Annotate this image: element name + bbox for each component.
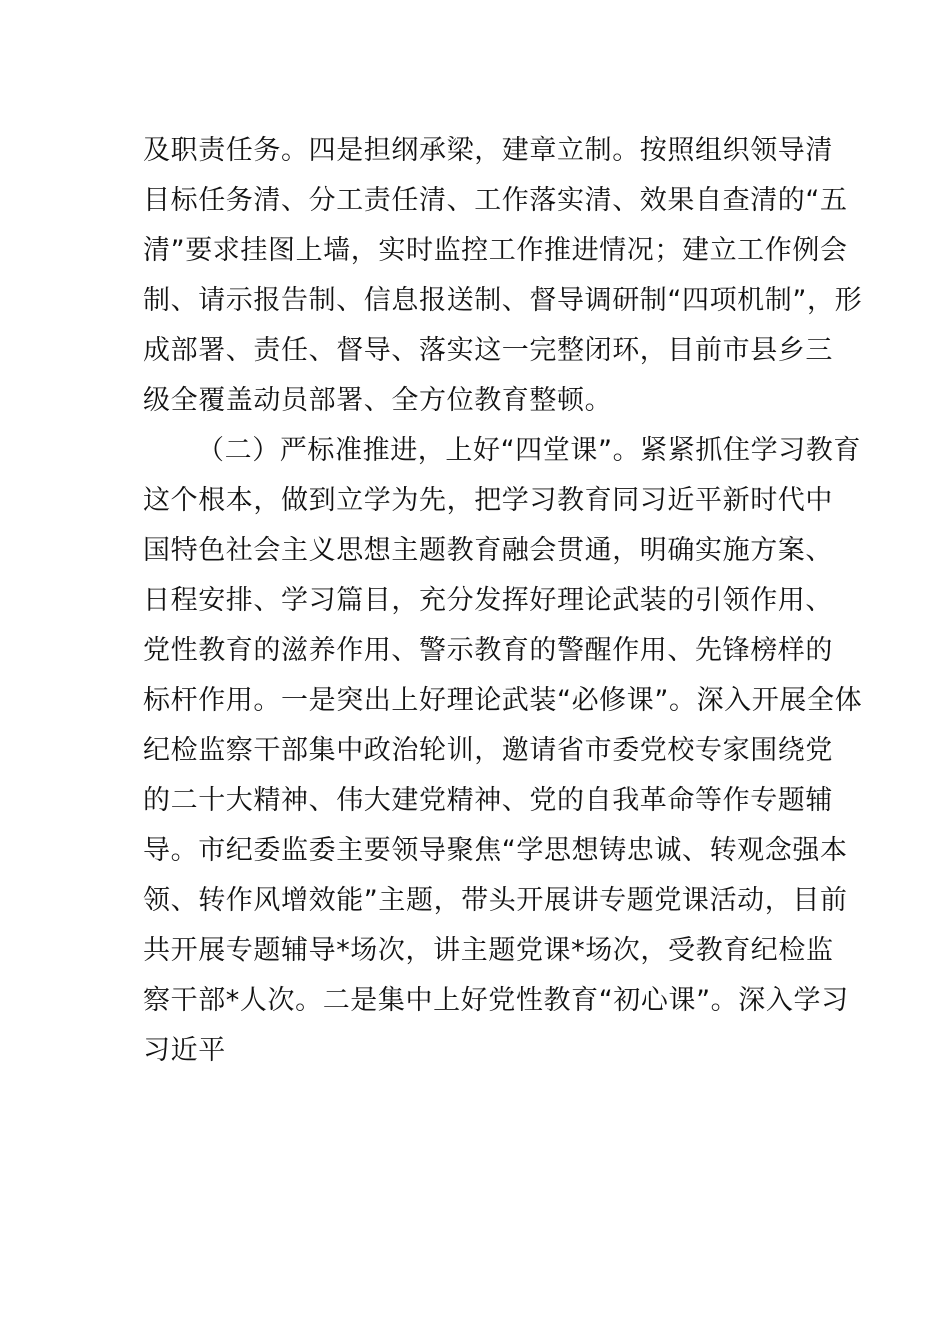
text-line: 制、请示报告制、信息报送制、督导调研制“四项机制”，形 xyxy=(143,285,863,316)
text-line: 日程安排、学习篇目，充分发挥好理论武装的引领作用、 xyxy=(143,585,833,616)
text-line: 目标任务清、分工责任清、工作落实清、效果自查清的“五 xyxy=(143,185,848,216)
text-line: 标杆作用。一是突出上好理论武装“必修课”。深入开展全体 xyxy=(143,685,863,716)
body-text xyxy=(143,126,863,1076)
text-line: 领、转作风增效能”主题，带头开展讲专题党课活动，目前 xyxy=(143,885,848,916)
text-line: 导。市纪委监委主要领导聚焦“学思想铸忠诚、转观念强本 xyxy=(143,835,848,866)
text-line: 这个根本，做到立学为先，把学习教育同习近平新时代中 xyxy=(143,485,833,516)
section-heading-line: （二）严标准推进，上好“四堂课”。紧紧抓住学习教育 xyxy=(197,435,861,466)
text-line: 级全覆盖动员部署、全方位教育整顿。 xyxy=(143,385,613,416)
text-line: 及职责任务。四是担纲承梁，建章立制。按照组织领导清 xyxy=(143,135,833,166)
text-line: 习近平 xyxy=(143,1035,226,1066)
text-line: 共开展专题辅导*场次，讲主题党课*场次，受教育纪检监 xyxy=(143,935,834,966)
text-line: 党性教育的滋养作用、警示教育的警醒作用、先锋榜样的 xyxy=(143,635,833,666)
text-line: 清”要求挂图上墙，实时监控工作推进情况；建立工作例会 xyxy=(143,235,848,266)
text-line: 纪检监察干部集中政治轮训，邀请省市委党校专家围绕党 xyxy=(143,735,833,766)
text-line: 察干部*人次。二是集中上好党性教育“初心课”。深入学习 xyxy=(143,985,849,1016)
text-line: 的二十大精神、伟大建党精神、党的自我革命等作专题辅 xyxy=(143,785,833,816)
text-line: 成部署、责任、督导、落实这一完整闭环，目前市县乡三 xyxy=(143,335,833,366)
text-line: 国特色社会主义思想主题教育融会贯通，明确实施方案、 xyxy=(143,535,833,566)
